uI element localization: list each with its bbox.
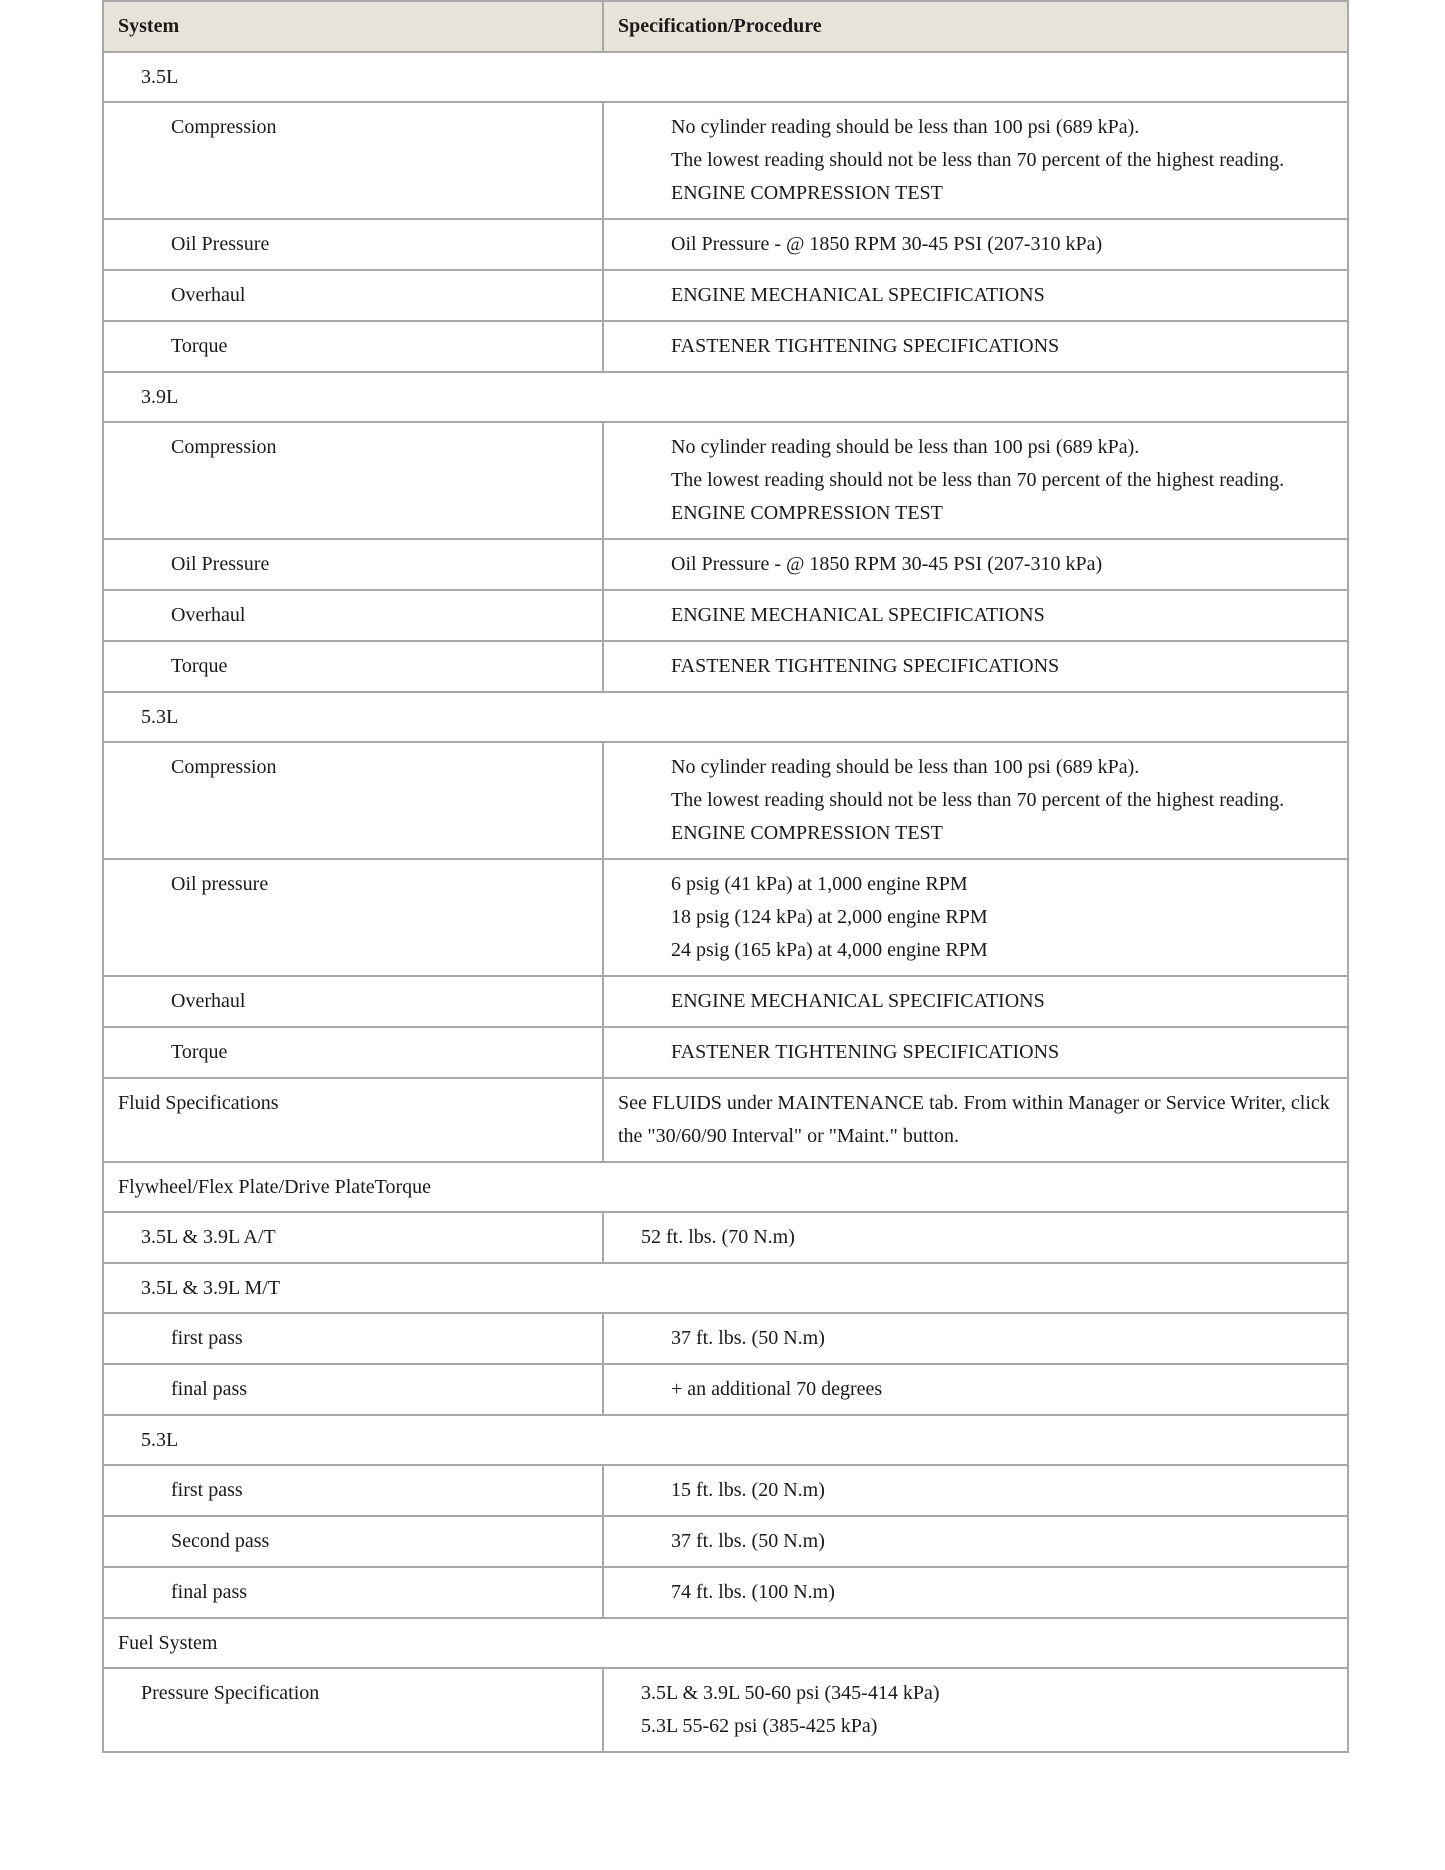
table-row — [103, 1364, 1348, 1415]
specification-line: ENGINE MECHANICAL SPECIFICATIONS — [671, 604, 1045, 626]
specification-cell — [603, 1567, 1348, 1618]
table-row — [103, 1567, 1348, 1618]
specification-line: FASTENER TIGHTENING SPECIFICATIONS — [671, 335, 1060, 357]
specification-line: + an additional 70 degrees — [671, 1378, 883, 1400]
table-body — [103, 52, 1348, 1752]
system-cell: 3.5L & 3.9L A/T — [103, 1212, 603, 1263]
section-row — [103, 1618, 1348, 1668]
specification-line: The lowest reading should not be less than 70 percent of the highest reading. — [671, 149, 1285, 171]
system-cell: Compression — [103, 422, 603, 539]
section-row — [103, 372, 1348, 422]
table-row — [103, 321, 1348, 372]
section-label: Flywheel/Flex Plate/Drive PlateTorque — [103, 1162, 1348, 1212]
system-cell: first pass — [103, 1313, 603, 1364]
section-row — [103, 1162, 1348, 1212]
specification-line: ENGINE MECHANICAL SPECIFICATIONS — [671, 284, 1045, 306]
table-row — [103, 976, 1348, 1027]
table-header-row — [103, 1, 1348, 52]
specification-table — [102, 0, 1349, 1753]
specification-cell — [603, 1668, 1348, 1752]
specification-line: 3.5L & 3.9L 50-60 psi (345-414 kPa) — [641, 1682, 940, 1704]
system-cell: Second pass — [103, 1516, 603, 1567]
specification-cell — [603, 1465, 1348, 1516]
table-row — [103, 1078, 1348, 1162]
table-row — [103, 641, 1348, 692]
specification-line: FASTENER TIGHTENING SPECIFICATIONS — [671, 1041, 1060, 1063]
specification-cell — [603, 321, 1348, 372]
system-cell: Overhaul — [103, 976, 603, 1027]
table-row — [103, 1516, 1348, 1567]
specification-cell — [603, 539, 1348, 590]
section-row — [103, 692, 1348, 742]
specification-line: No cylinder reading should be less than 100 psi (689 kPa). — [671, 756, 1140, 778]
specification-cell — [603, 1313, 1348, 1364]
section-label: 5.3L — [103, 1415, 1348, 1465]
system-cell: Oil pressure — [103, 859, 603, 976]
specification-line: 15 ft. lbs. (20 N.m) — [671, 1479, 825, 1501]
specification-line: 37 ft. lbs. (50 N.m) — [671, 1530, 825, 1552]
system-cell: Torque — [103, 641, 603, 692]
specification-line: ENGINE COMPRESSION TEST — [671, 502, 943, 524]
table-row — [103, 742, 1348, 859]
system-cell: Torque — [103, 1027, 603, 1078]
specification-cell — [603, 422, 1348, 539]
specification-line: No cylinder reading should be less than 100 psi (689 kPa). — [671, 436, 1140, 458]
specification-line: 5.3L 55-62 psi (385-425 kPa) — [641, 1715, 878, 1737]
specification-line: 52 ft. lbs. (70 N.m) — [641, 1226, 795, 1248]
specification-cell — [603, 1212, 1348, 1263]
section-label: 3.5L — [103, 52, 1348, 102]
system-cell: Torque — [103, 321, 603, 372]
table-row — [103, 422, 1348, 539]
system-cell: Fluid Specifications — [103, 1078, 603, 1162]
system-cell: final pass — [103, 1364, 603, 1415]
specification-line: Oil Pressure - @ 1850 RPM 30-45 PSI (207-310 kPa) — [671, 553, 1103, 575]
table-row — [103, 539, 1348, 590]
table-row — [103, 270, 1348, 321]
table-row — [103, 1313, 1348, 1364]
table-row — [103, 219, 1348, 270]
specification-cell — [603, 1364, 1348, 1415]
specification-cell — [603, 742, 1348, 859]
section-label: 3.5L & 3.9L M/T — [103, 1263, 1348, 1313]
system-cell: Pressure Specification — [103, 1668, 603, 1752]
system-cell: Compression — [103, 102, 603, 219]
section-row — [103, 1415, 1348, 1465]
specification-line: Oil Pressure - @ 1850 RPM 30-45 PSI (207-310 kPa) — [671, 233, 1103, 255]
specification-line: 24 psig (165 kPa) at 4,000 engine RPM — [671, 939, 988, 961]
specification-line: ENGINE MECHANICAL SPECIFICATIONS — [671, 990, 1045, 1012]
system-cell: Overhaul — [103, 270, 603, 321]
system-cell: Overhaul — [103, 590, 603, 641]
specification-cell — [603, 270, 1348, 321]
table-row — [103, 1212, 1348, 1263]
table-row — [103, 1027, 1348, 1078]
table-row — [103, 590, 1348, 641]
specification-line: The lowest reading should not be less than 70 percent of the highest reading. — [671, 469, 1285, 491]
specification-cell — [603, 1516, 1348, 1567]
specification-cell — [603, 641, 1348, 692]
specification-line: 18 psig (124 kPa) at 2,000 engine RPM — [671, 906, 988, 928]
section-label: 3.9L — [103, 372, 1348, 422]
specification-cell — [603, 102, 1348, 219]
specification-line: ENGINE COMPRESSION TEST — [671, 182, 943, 204]
column-header-system: System — [103, 1, 603, 52]
specification-line: 74 ft. lbs. (100 N.m) — [671, 1581, 835, 1603]
specification-line: The lowest reading should not be less than 70 percent of the highest reading. — [671, 789, 1285, 811]
specification-cell — [603, 1027, 1348, 1078]
specification-cell — [603, 859, 1348, 976]
section-row — [103, 52, 1348, 102]
specification-line: See FLUIDS under MAINTENANCE tab. From within Manager or Service Writer, click the "30/60/90 Interval" or "Maint." button. — [618, 1092, 1330, 1147]
table-row — [103, 859, 1348, 976]
system-cell: Oil Pressure — [103, 539, 603, 590]
system-cell: Oil Pressure — [103, 219, 603, 270]
table-row — [103, 102, 1348, 219]
system-cell: Compression — [103, 742, 603, 859]
specification-line: FASTENER TIGHTENING SPECIFICATIONS — [671, 655, 1060, 677]
specification-cell — [603, 219, 1348, 270]
specification-cell — [603, 976, 1348, 1027]
section-row — [103, 1263, 1348, 1313]
specification-cell — [603, 1078, 1348, 1162]
specification-line: 6 psig (41 kPa) at 1,000 engine RPM — [671, 873, 968, 895]
specification-line: ENGINE COMPRESSION TEST — [671, 822, 943, 844]
table-row — [103, 1465, 1348, 1516]
specification-line: 37 ft. lbs. (50 N.m) — [671, 1327, 825, 1349]
system-cell: final pass — [103, 1567, 603, 1618]
specification-line: No cylinder reading should be less than 100 psi (689 kPa). — [671, 116, 1140, 138]
system-cell: first pass — [103, 1465, 603, 1516]
section-label: Fuel System — [103, 1618, 1348, 1668]
column-header-specification: Specification/Procedure — [603, 1, 1348, 52]
specification-cell — [603, 590, 1348, 641]
section-label: 5.3L — [103, 692, 1348, 742]
table-row — [103, 1668, 1348, 1752]
